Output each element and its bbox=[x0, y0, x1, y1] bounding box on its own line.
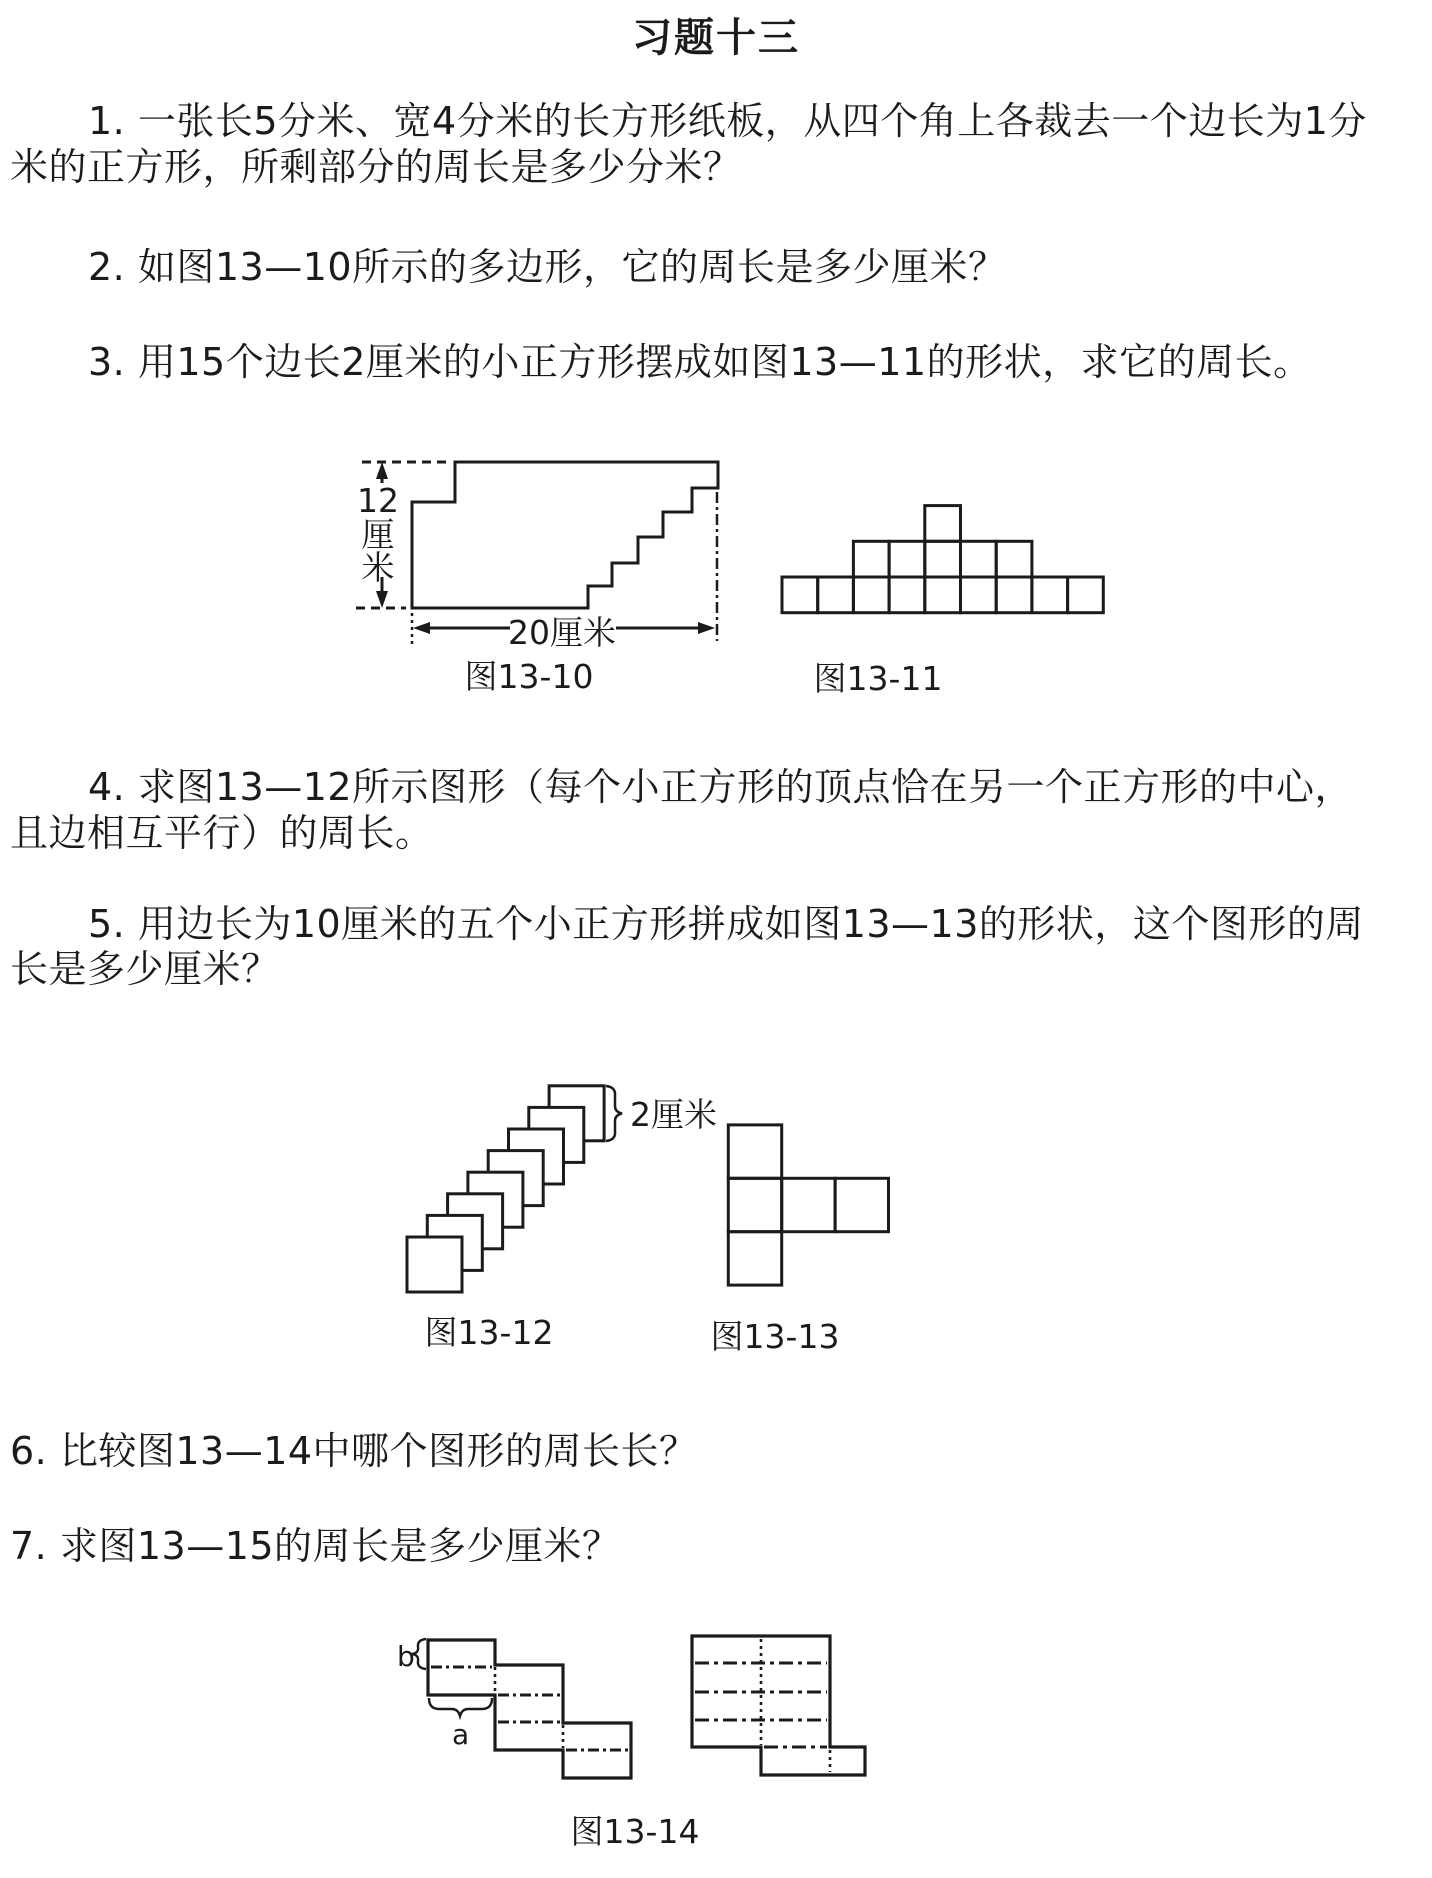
problem-5-line-2: 长是多少厘米？ bbox=[10, 947, 280, 991]
arrow-down-icon bbox=[376, 591, 388, 608]
figure-13-14-left-shape bbox=[412, 1639, 631, 1778]
figure-13-12 bbox=[407, 1086, 622, 1292]
fig13-10-height-label-char1: 厘 bbox=[361, 515, 395, 554]
page-title: 习题十三 bbox=[632, 15, 800, 61]
arrow-left-icon bbox=[413, 622, 430, 634]
problem-6-line-1: 6. 比较图13—14中哪个图形的周长长？ bbox=[10, 1429, 698, 1473]
figure-13-14-right-shape bbox=[692, 1636, 865, 1775]
problem-5-line-1: 5. 用边长为10厘米的五个小正方形拼成如图13—13的形状，这个图形的周 bbox=[88, 902, 1364, 946]
problem-3-line-1: 3. 用15个边长2厘米的小正方形摆成如图13—11的形状，求它的周长。 bbox=[88, 340, 1312, 384]
fig13-14-label-a: a bbox=[452, 1718, 470, 1751]
figure-13-13 bbox=[728, 1125, 888, 1285]
fig13-12-side-label: 2厘米 bbox=[630, 1095, 717, 1134]
fig13-14-a-brace-icon bbox=[429, 1698, 492, 1716]
arrow-right-icon bbox=[698, 622, 715, 634]
problem-4-line-2: 且边相互平行）的周长。 bbox=[10, 811, 434, 855]
arrow-up-icon bbox=[376, 462, 388, 479]
fig13-10-width-label: 20厘米 bbox=[508, 613, 616, 652]
fig13-10-caption: 图13-10 bbox=[464, 657, 594, 696]
problem-1-line-1: 1. 一张长5分米、宽4分米的长方形纸板，从四个角上各裁去一个边长为1分 bbox=[88, 99, 1367, 143]
problem-1-line-2: 米的正方形，所剩部分的周长是多少分米？ bbox=[10, 145, 742, 189]
figure-13-11 bbox=[782, 506, 1103, 613]
problem-4-line-1: 4. 求图13—12所示图形（每个小正方形的顶点恰在另一个正方形的中心， bbox=[88, 765, 1354, 809]
fig13-14-caption: 图13-14 bbox=[570, 1812, 700, 1851]
fig13-11-caption: 图13-11 bbox=[813, 659, 943, 698]
fig13-12-caption: 图13-12 bbox=[424, 1313, 554, 1352]
fig13-14-label-b: b bbox=[397, 1640, 415, 1673]
fig13-13-caption: 图13-13 bbox=[710, 1317, 840, 1356]
problem-2-line-1: 2. 如图13—10所示的多边形，它的周长是多少厘米？ bbox=[88, 245, 1007, 289]
fig13-10-polygon bbox=[412, 462, 718, 608]
fig13-12-brace-icon bbox=[606, 1086, 622, 1141]
fig13-10-height-label-char2: 米 bbox=[361, 548, 395, 587]
problem-7-line-1: 7. 求图13—15的周长是多少厘米？ bbox=[10, 1524, 621, 1568]
fig13-10-height-label-digits: 12 bbox=[357, 481, 399, 520]
